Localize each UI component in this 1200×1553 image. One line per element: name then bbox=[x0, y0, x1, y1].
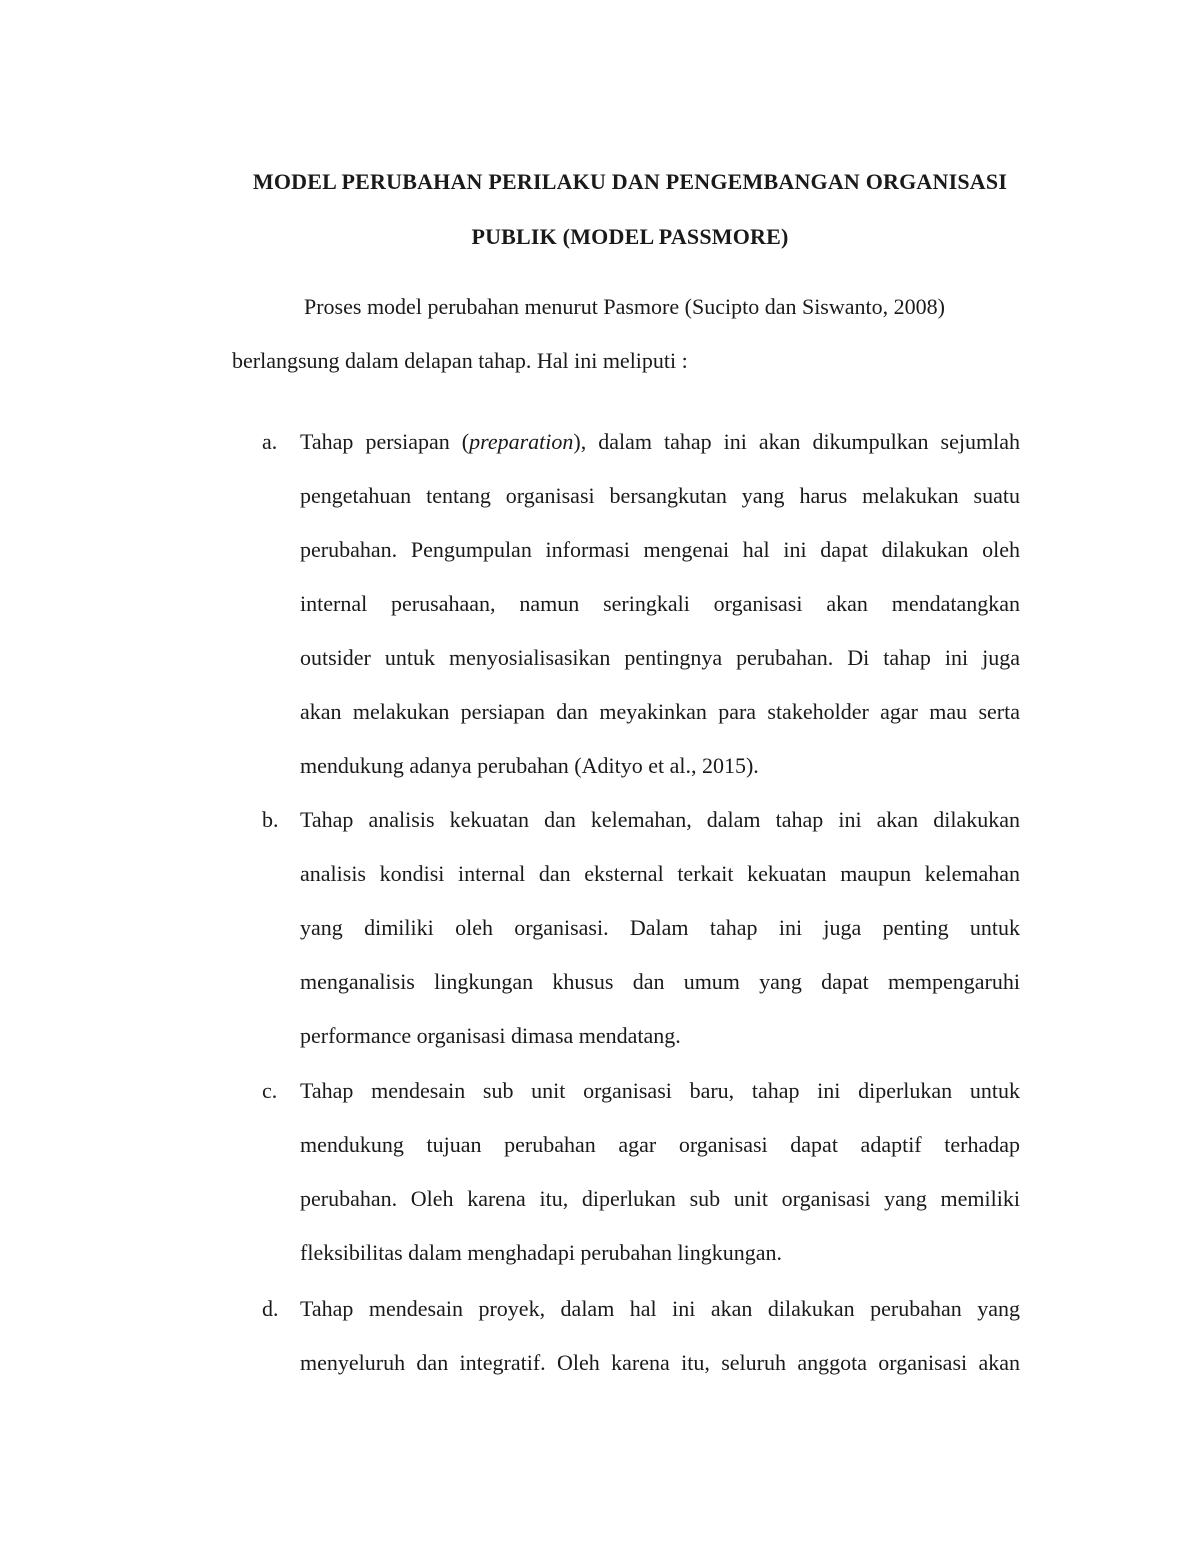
list-item-d-line-1: Tahap mendesain proyek, dalam hal ini akan dilakukan perubahan yang bbox=[300, 1296, 1020, 1321]
document-title-line-2: PUBLIK (MODEL PASSMORE) bbox=[471, 224, 789, 249]
list-item-a-line-4: internal perusahaan, namun seringkali organisasi akan mendatangkan bbox=[300, 591, 1020, 616]
list-item-a-line-1 bbox=[300, 428, 1020, 456]
list-marker-b: b. bbox=[262, 807, 279, 832]
list-item-b-line-5: performance organisasi dimasa mendatang. bbox=[300, 1023, 681, 1048]
document-title-line-1: MODEL PERUBAHAN PERILAKU DAN PENGEMBANGAN ORGANISASI bbox=[252, 169, 1008, 194]
list-marker-a: a. bbox=[262, 429, 278, 454]
italic-term: preparation bbox=[469, 429, 574, 454]
list-item-d-line-2: menyeluruh dan integratif. Oleh karena itu, seluruh anggota organisasi akan bbox=[300, 1350, 1020, 1375]
list-item-a-line-2: pengetahuan tentang organisasi bersangkutan yang harus melakukan suatu bbox=[300, 483, 1020, 508]
list-item-b-line-2: analisis kondisi internal dan eksternal terkait kekuatan maupun kelemahan bbox=[300, 861, 1020, 886]
list-item-b-line-1: Tahap analisis kekuatan dan kelemahan, dalam tahap ini akan dilakukan bbox=[300, 807, 1020, 832]
list-item-a-line-5: outsider untuk menyosialisasikan pentingnya perubahan. Di tahap ini juga bbox=[300, 645, 1020, 670]
list-item-a-line-3: perubahan. Pengumpulan informasi mengenai hal ini dapat dilakukan oleh bbox=[300, 537, 1020, 562]
list-item-c-line-4: fleksibilitas dalam menghadapi perubahan lingkungan. bbox=[300, 1240, 783, 1265]
text-run: ), dalam tahap ini akan dikumpulkan sejumlah bbox=[573, 429, 1020, 454]
list-item-c-line-3: perubahan. Oleh karena itu, diperlukan sub unit organisasi yang memiliki bbox=[300, 1186, 1020, 1211]
intro-paragraph-line-2: berlangsung dalam delapan tahap. Hal ini meliputi : bbox=[232, 348, 688, 373]
intro-paragraph-line-1: Proses model perubahan menurut Pasmore (Sucipto dan Siswanto, 2008) bbox=[304, 294, 945, 319]
list-item-b-line-4: menganalisis lingkungan khusus dan umum yang dapat mempengaruhi bbox=[300, 969, 1020, 994]
text-run: Tahap persiapan ( bbox=[300, 429, 470, 454]
list-marker-c: c. bbox=[262, 1078, 278, 1103]
list-item-b-line-3: yang dimiliki oleh organisasi. Dalam tahap ini juga penting untuk bbox=[300, 915, 1020, 940]
list-marker-d: d. bbox=[262, 1296, 279, 1321]
list-item-a-line-7: mendukung adanya perubahan (Adityo et al., 2015). bbox=[300, 753, 759, 778]
list-item-a-line-6: akan melakukan persiapan dan meyakinkan para stakeholder agar mau serta bbox=[300, 699, 1020, 724]
list-item-c-line-1: Tahap mendesain sub unit organisasi baru, tahap ini diperlukan untuk bbox=[300, 1078, 1020, 1103]
list-item-c-line-2: mendukung tujuan perubahan agar organisasi dapat adaptif terhadap bbox=[300, 1132, 1020, 1157]
